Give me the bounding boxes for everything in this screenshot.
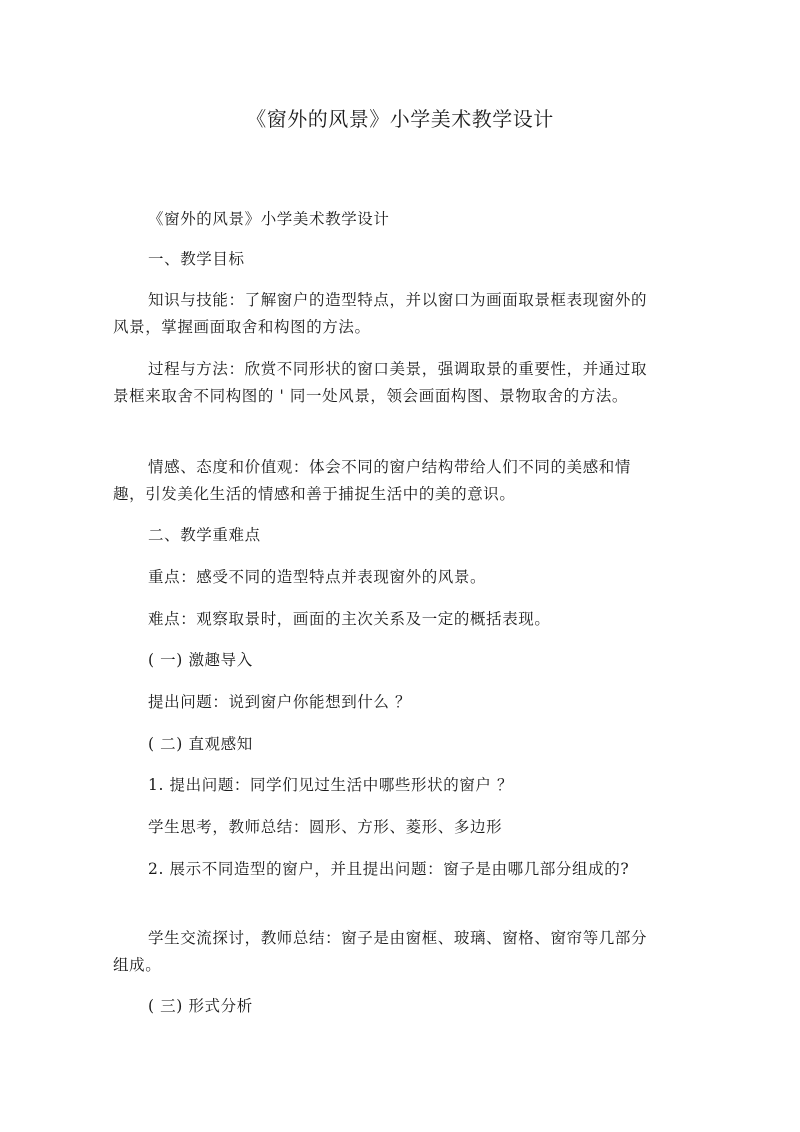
paragraph-question-2: 1. 提出问题：同学们见过生活中哪些形状的窗户 ？ bbox=[148, 776, 514, 794]
heading-key-difficult-points: 二、教学重难点 bbox=[148, 526, 261, 544]
page-title: 《窗外的风景》小学美术教学设计 bbox=[246, 107, 554, 131]
paragraph-emotions-values: 情感、态度和价值观：体会不同的窗户结构带给人们不同的美感和情趣，引发美化生活的情感和善于捕捉生活中的美的意识。 bbox=[113, 458, 632, 503]
paragraph-subtitle: 《窗外的风景》小学美术教学设计 bbox=[148, 210, 390, 228]
paragraph-summary-1: 学生思考，教师总结：圆形、方形、菱形、多边形 bbox=[148, 818, 503, 836]
paragraph-summary-2: 学生交流探讨，教师总结：窗子是由窗框、玻璃、窗格、窗帘等几部分组成。 bbox=[113, 929, 648, 974]
paragraph-question-3: 2. 展示不同造型的窗户，并且提出问题：窗子是由哪几部分组成的? bbox=[148, 860, 630, 878]
heading-section-1: ( 一) 激趣导入 bbox=[148, 651, 253, 669]
heading-teaching-goals: 一、教学目标 bbox=[148, 250, 245, 268]
paragraph-difficult-point: 难点：观察取景时，画面的主次关系及一定的概括表现。 bbox=[148, 610, 551, 628]
heading-section-3: ( 三) 形式分析 bbox=[148, 997, 253, 1015]
paragraph-knowledge-skills: 知识与技能：了解窗户的造型特点，并以窗口为画面取景框表现窗外的风景，掌握画面取舍和构图的方法。 bbox=[113, 291, 648, 336]
paragraph-key-point: 重点：感受不同的造型特点并表现窗外的风景。 bbox=[148, 568, 487, 586]
heading-section-2: ( 二) 直观感知 bbox=[148, 735, 253, 753]
paragraph-question-1: 提出问题：说到窗户你能想到什么 ？ bbox=[148, 693, 412, 711]
paragraph-process-methods: 过程与方法：欣赏不同形状的窗口美景，强调取景的重要性，并通过取景框来取舍不同构图的 ' 同一处风景，领会画面构图、景物取舍的方法。 bbox=[113, 360, 648, 405]
